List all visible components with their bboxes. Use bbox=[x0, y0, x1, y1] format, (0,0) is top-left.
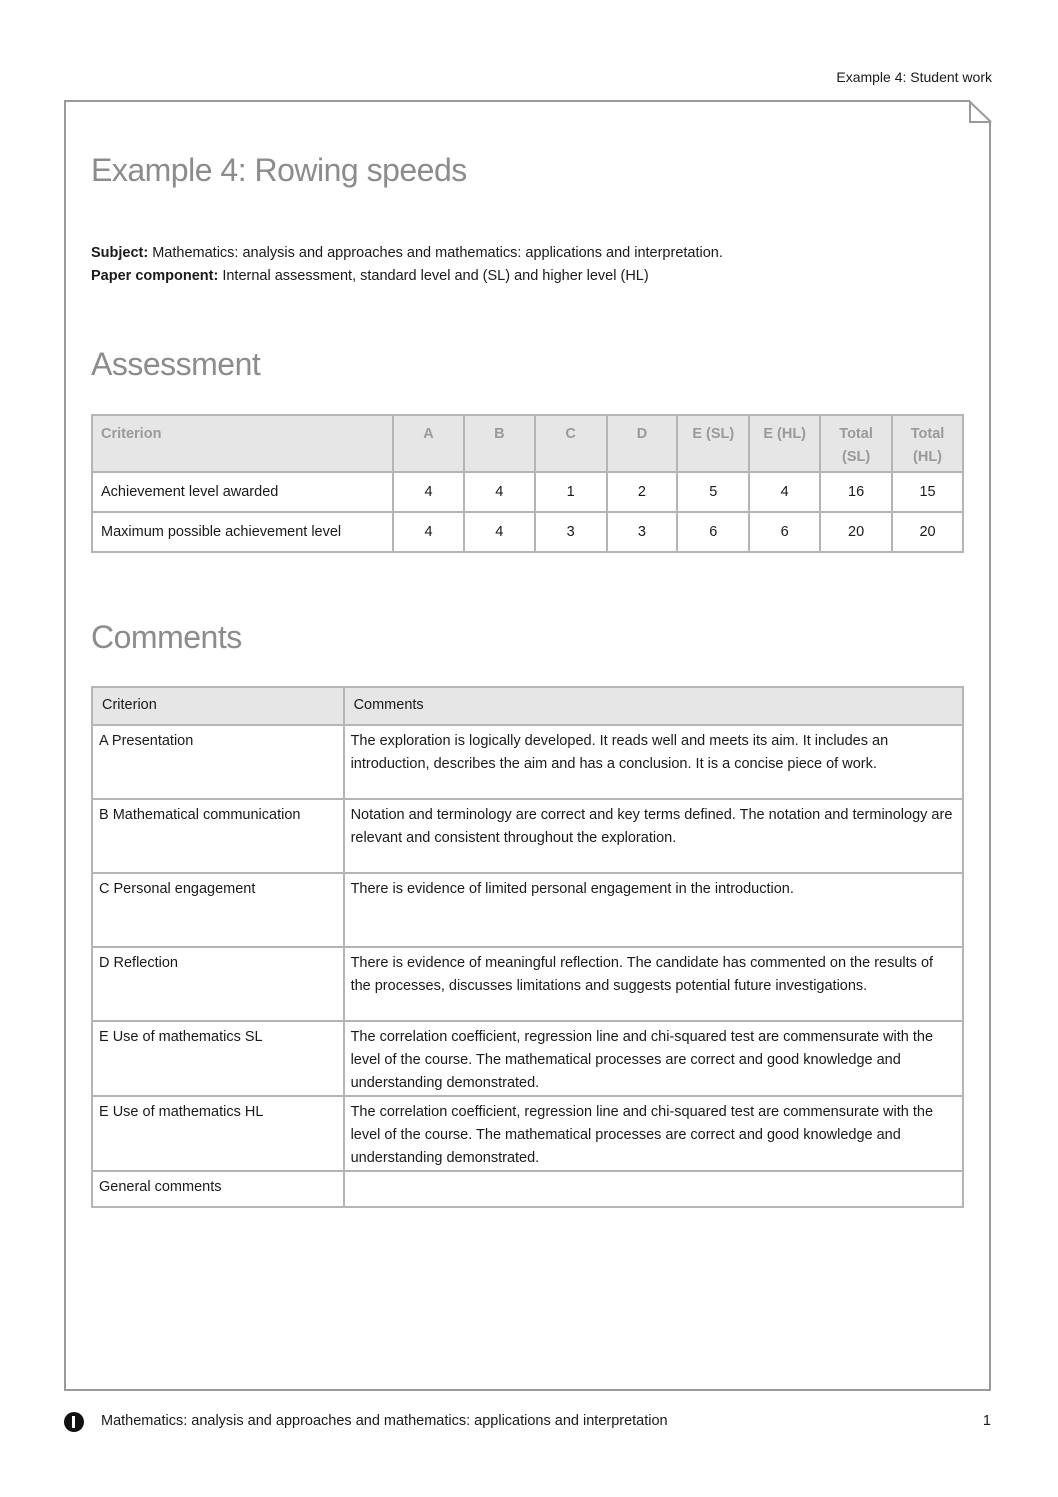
table-cell: 3 bbox=[607, 512, 678, 552]
column-header: E (SL) bbox=[677, 415, 749, 472]
table-cell: 1 bbox=[535, 472, 607, 512]
comments-heading: Comments bbox=[91, 619, 242, 655]
table-cell: 20 bbox=[820, 512, 892, 552]
comment-cell: The exploration is logically developed. It reads well and meets its aim. It includes an introduction, describes the aim and has a conclusion. It is a concise piece of work. bbox=[344, 725, 963, 799]
table-row bbox=[92, 512, 963, 552]
column-header: E (HL) bbox=[749, 415, 820, 472]
table-row bbox=[92, 947, 963, 1021]
page-number: 1 bbox=[982, 1413, 991, 1429]
table-cell: 6 bbox=[749, 512, 820, 552]
assessment-heading: Assessment bbox=[91, 346, 261, 382]
comments-table bbox=[91, 686, 964, 1208]
table-row bbox=[92, 1021, 963, 1096]
column-header: B bbox=[464, 415, 535, 472]
ib-logo-icon bbox=[64, 1412, 84, 1432]
table-cell: 20 bbox=[892, 512, 963, 552]
column-header: Criterion bbox=[92, 415, 393, 472]
table-cell: 5 bbox=[677, 472, 749, 512]
comment-cell: The correlation coefficient, regression line and chi-squared test are commensurate with the level of the course. The mathematical processes are correct and good knowledge and understanding demonstrated. bbox=[344, 1096, 963, 1171]
running-header: Example 4: Student work bbox=[836, 69, 992, 85]
table-row bbox=[92, 472, 963, 512]
table-cell: 6 bbox=[677, 512, 749, 552]
table-cell: 16 bbox=[820, 472, 892, 512]
criterion-cell: B Mathematical communication bbox=[92, 799, 344, 873]
table-row bbox=[92, 1096, 963, 1171]
page-title: Example 4: Rowing speeds bbox=[91, 152, 467, 188]
comment-cell: The correlation coefficient, regression line and chi-squared test are commensurate with the level of the course. The mathematical processes are correct and good knowledge and understanding demonstrated. bbox=[344, 1021, 963, 1096]
subject-line bbox=[91, 242, 723, 265]
table-cell: 2 bbox=[607, 472, 678, 512]
row-label: Maximum possible achievement level bbox=[92, 512, 393, 552]
column-header: C bbox=[535, 415, 607, 472]
column-header: A bbox=[393, 415, 464, 472]
criterion-cell: C Personal engagement bbox=[92, 873, 344, 947]
paper-label: Paper component: bbox=[91, 268, 219, 284]
table-cell: 4 bbox=[749, 472, 820, 512]
assessment-header-row bbox=[92, 415, 963, 472]
frame-top-border bbox=[64, 100, 970, 102]
comment-cell bbox=[344, 1171, 963, 1207]
table-row bbox=[92, 799, 963, 873]
comments-header-row bbox=[92, 687, 963, 725]
paper-value: Internal assessment, standard level and (SL) and higher level (HL) bbox=[218, 268, 649, 284]
table-cell: 4 bbox=[464, 512, 535, 552]
paper-line bbox=[91, 265, 723, 288]
table-cell: 4 bbox=[464, 472, 535, 512]
page-fold-icon bbox=[968, 100, 992, 124]
footer-text: Mathematics: analysis and approaches and mathematics: applications and interpretation bbox=[101, 1413, 668, 1429]
column-header: D bbox=[607, 415, 678, 472]
table-cell: 4 bbox=[393, 512, 464, 552]
table-cell: 3 bbox=[535, 512, 607, 552]
assessment-table bbox=[91, 414, 964, 553]
criterion-cell: D Reflection bbox=[92, 947, 344, 1021]
subject-value: Mathematics: analysis and approaches and mathematics: applications and interpretation. bbox=[148, 245, 723, 261]
criterion-cell: A Presentation bbox=[92, 725, 344, 799]
criterion-cell: E Use of mathematics HL bbox=[92, 1096, 344, 1171]
table-row bbox=[92, 1171, 963, 1207]
subject-label: Subject: bbox=[91, 245, 149, 261]
criterion-cell: E Use of mathematics SL bbox=[92, 1021, 344, 1096]
column-header: Comments bbox=[344, 687, 963, 725]
column-header: Total (SL) bbox=[820, 415, 892, 472]
comment-cell: Notation and terminology are correct and key terms defined. The notation and terminology are relevant and consistent throughout the exploration. bbox=[344, 799, 963, 873]
table-cell: 4 bbox=[393, 472, 464, 512]
comment-cell: There is evidence of limited personal engagement in the introduction. bbox=[344, 873, 963, 947]
document-meta bbox=[91, 242, 723, 288]
column-header: Criterion bbox=[92, 687, 344, 725]
page-footer bbox=[64, 1412, 991, 1432]
table-cell: 15 bbox=[892, 472, 963, 512]
comment-cell: There is evidence of meaningful reflection. The candidate has commented on the results of the processes, discusses limitations and suggests potential future investigations. bbox=[344, 947, 963, 1021]
table-row bbox=[92, 873, 963, 947]
criterion-cell: General comments bbox=[92, 1171, 344, 1207]
column-header: Total (HL) bbox=[892, 415, 963, 472]
frame-right-border bbox=[989, 121, 991, 1391]
table-row bbox=[92, 725, 963, 799]
row-label: Achievement level awarded bbox=[92, 472, 393, 512]
